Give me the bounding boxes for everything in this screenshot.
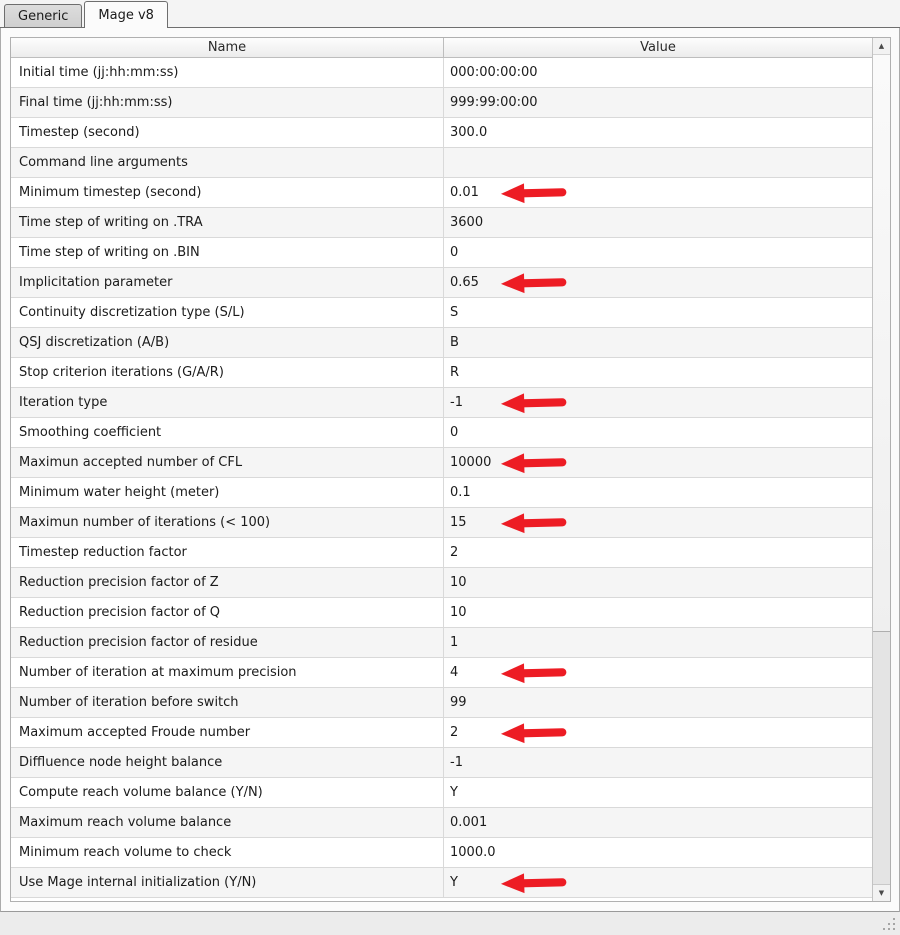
table-row[interactable] [11, 268, 872, 298]
row-value: -1 [450, 395, 463, 410]
scroll-up-icon: ▲ [878, 42, 885, 50]
row-value: 1000.0 [450, 845, 496, 860]
row-value-cell[interactable] [444, 838, 872, 867]
row-value-cell[interactable] [444, 88, 872, 117]
row-name[interactable]: Reduction precision factor of Q [11, 598, 444, 627]
row-name[interactable]: Minimum timestep (second) [11, 178, 444, 207]
table-row[interactable] [11, 688, 872, 718]
row-value: S [450, 305, 459, 320]
row-value-cell[interactable] [444, 118, 872, 147]
row-name[interactable]: Diffluence node height balance [11, 748, 444, 777]
row-name[interactable]: Use Mage internal initialization (Y/N) [11, 868, 444, 897]
table-row[interactable] [11, 118, 872, 148]
row-value-cell[interactable] [444, 418, 872, 447]
tab-mage-v8[interactable]: Mage v8 [84, 1, 168, 28]
row-value-cell[interactable] [444, 238, 872, 267]
row-name[interactable]: Time step of writing on .BIN [11, 238, 444, 267]
row-name[interactable]: Stop criterion iterations (G/A/R) [11, 358, 444, 387]
row-name[interactable]: Initial time (jj:hh:mm:ss) [11, 58, 444, 87]
row-value: 2 [450, 725, 459, 740]
red-arrow-icon [500, 870, 571, 896]
red-arrow-icon [500, 390, 571, 416]
row-name[interactable]: Minimum reach volume to check [11, 838, 444, 867]
row-name[interactable]: Minimum water height (meter) [11, 478, 444, 507]
red-arrow-icon [500, 450, 571, 476]
row-value: 0 [450, 425, 459, 440]
row-value-cell[interactable] [444, 778, 872, 807]
row-value-cell[interactable] [444, 598, 872, 627]
row-value-cell[interactable] [444, 268, 872, 297]
red-arrow-icon [500, 660, 571, 686]
row-name[interactable]: Maximun number of iterations (< 100) [11, 508, 444, 537]
status-bar [0, 912, 900, 935]
table-body [11, 58, 872, 901]
row-value: 0.65 [450, 275, 479, 290]
row-name[interactable]: QSJ discretization (A/B) [11, 328, 444, 357]
row-value: 000:00:00:00 [450, 65, 538, 80]
row-value: 15 [450, 515, 467, 530]
row-value-cell[interactable] [444, 58, 872, 87]
row-value: 0.1 [450, 485, 471, 500]
row-value: R [450, 365, 460, 380]
row-value-cell[interactable] [444, 478, 872, 507]
table-row[interactable] [11, 868, 872, 898]
row-value-cell[interactable] [444, 178, 872, 207]
row-value: 10 [450, 575, 467, 590]
row-name[interactable]: Iteration type [11, 388, 444, 417]
row-value: 999:99:00:00 [450, 95, 538, 110]
row-value: 3600 [450, 215, 484, 230]
row-name[interactable]: Implicitation parameter [11, 268, 444, 297]
row-value-cell[interactable] [444, 748, 872, 777]
table-header [11, 38, 872, 58]
row-value-cell[interactable] [444, 868, 872, 897]
table-row[interactable] [11, 778, 872, 808]
row-value-cell[interactable] [444, 148, 872, 177]
row-value-cell[interactable] [444, 538, 872, 567]
row-value-cell[interactable] [444, 388, 872, 417]
row-name[interactable]: Number of iteration at maximum precision [11, 658, 444, 687]
table-row[interactable] [11, 418, 872, 448]
table-row[interactable] [11, 478, 872, 508]
row-value-cell[interactable] [444, 298, 872, 327]
table-row[interactable] [11, 808, 872, 838]
row-name[interactable]: Reduction precision factor of Z [11, 568, 444, 597]
table-row[interactable] [11, 328, 872, 358]
table-row[interactable] [11, 628, 872, 658]
table-row[interactable] [11, 58, 872, 88]
parameters-table [10, 37, 891, 902]
row-value-cell[interactable] [444, 208, 872, 237]
row-value-cell[interactable] [444, 358, 872, 387]
row-value: Y [450, 785, 458, 800]
table-row[interactable] [11, 718, 872, 748]
row-name[interactable]: Continuity discretization type (S/L) [11, 298, 444, 327]
row-name[interactable]: Maximum reach volume balance [11, 808, 444, 837]
table-row[interactable] [11, 88, 872, 118]
table-row[interactable] [11, 148, 872, 178]
row-value-cell[interactable] [444, 508, 872, 537]
table-row[interactable] [11, 838, 872, 868]
row-name[interactable]: Timestep (second) [11, 118, 444, 147]
row-value-cell[interactable] [444, 448, 872, 477]
column-header-value[interactable]: Value [640, 40, 676, 55]
tab-page-mage-v8 [0, 28, 900, 912]
row-name[interactable]: Maximun accepted number of CFL [11, 448, 444, 477]
row-value: 2 [450, 545, 459, 560]
row-value: 1 [450, 635, 459, 650]
row-value: B [450, 335, 459, 350]
row-value-cell[interactable] [444, 808, 872, 837]
row-name[interactable]: Timestep reduction factor [11, 538, 444, 567]
table-row[interactable] [11, 238, 872, 268]
column-header-name[interactable]: Name [11, 38, 444, 57]
row-value-cell[interactable] [444, 568, 872, 597]
row-name[interactable]: Reduction precision factor of residue [11, 628, 444, 657]
tab-generic[interactable]: Generic [4, 4, 82, 27]
row-value-cell[interactable] [444, 718, 872, 747]
tab-bar [0, 0, 900, 28]
table-row[interactable] [11, 358, 872, 388]
row-value: 300.0 [450, 125, 488, 140]
row-name[interactable]: Smoothing coefficient [11, 418, 444, 447]
table-row[interactable] [11, 208, 872, 238]
row-name[interactable]: Number of iteration before switch [11, 688, 444, 717]
red-arrow-icon [500, 720, 571, 746]
table-row[interactable] [11, 748, 872, 778]
row-value-cell[interactable] [444, 688, 872, 717]
vertical-scrollbar[interactable] [872, 38, 890, 901]
row-value: 10 [450, 605, 467, 620]
scroll-up-button[interactable] [873, 38, 890, 54]
table-row[interactable] [11, 388, 872, 418]
table-row[interactable] [11, 658, 872, 688]
table-row[interactable] [11, 508, 872, 538]
row-value: 10000 [450, 455, 492, 470]
resize-grip-icon[interactable] [882, 917, 897, 932]
table-row[interactable] [11, 568, 872, 598]
scroll-down-button[interactable] [873, 884, 890, 901]
row-name[interactable]: Compute reach volume balance (Y/N) [11, 778, 444, 807]
row-value: 4 [450, 665, 459, 680]
red-arrow-icon [500, 270, 571, 296]
row-value: -1 [450, 755, 463, 770]
row-value: Y [450, 875, 458, 890]
row-value: 0.001 [450, 815, 488, 830]
row-value: 0 [450, 245, 459, 260]
scrollbar-thumb[interactable] [873, 54, 890, 632]
table-row[interactable] [11, 448, 872, 478]
row-value-cell[interactable] [444, 328, 872, 357]
row-value: 0.01 [450, 185, 479, 200]
table-row[interactable] [11, 598, 872, 628]
row-name[interactable]: Final time (jj:hh:mm:ss) [11, 88, 444, 117]
red-arrow-icon [500, 510, 571, 536]
table-row[interactable] [11, 178, 872, 208]
red-arrow-icon [500, 180, 571, 206]
row-name[interactable]: Maximum accepted Froude number [11, 718, 444, 747]
row-name[interactable]: Time step of writing on .TRA [11, 208, 444, 237]
row-name[interactable]: Command line arguments [11, 148, 444, 177]
row-value-cell[interactable] [444, 658, 872, 687]
table-row[interactable] [11, 298, 872, 328]
row-value: 99 [450, 695, 467, 710]
table-row[interactable] [11, 538, 872, 568]
scroll-down-icon: ▼ [878, 889, 885, 897]
row-value-cell[interactable] [444, 628, 872, 657]
